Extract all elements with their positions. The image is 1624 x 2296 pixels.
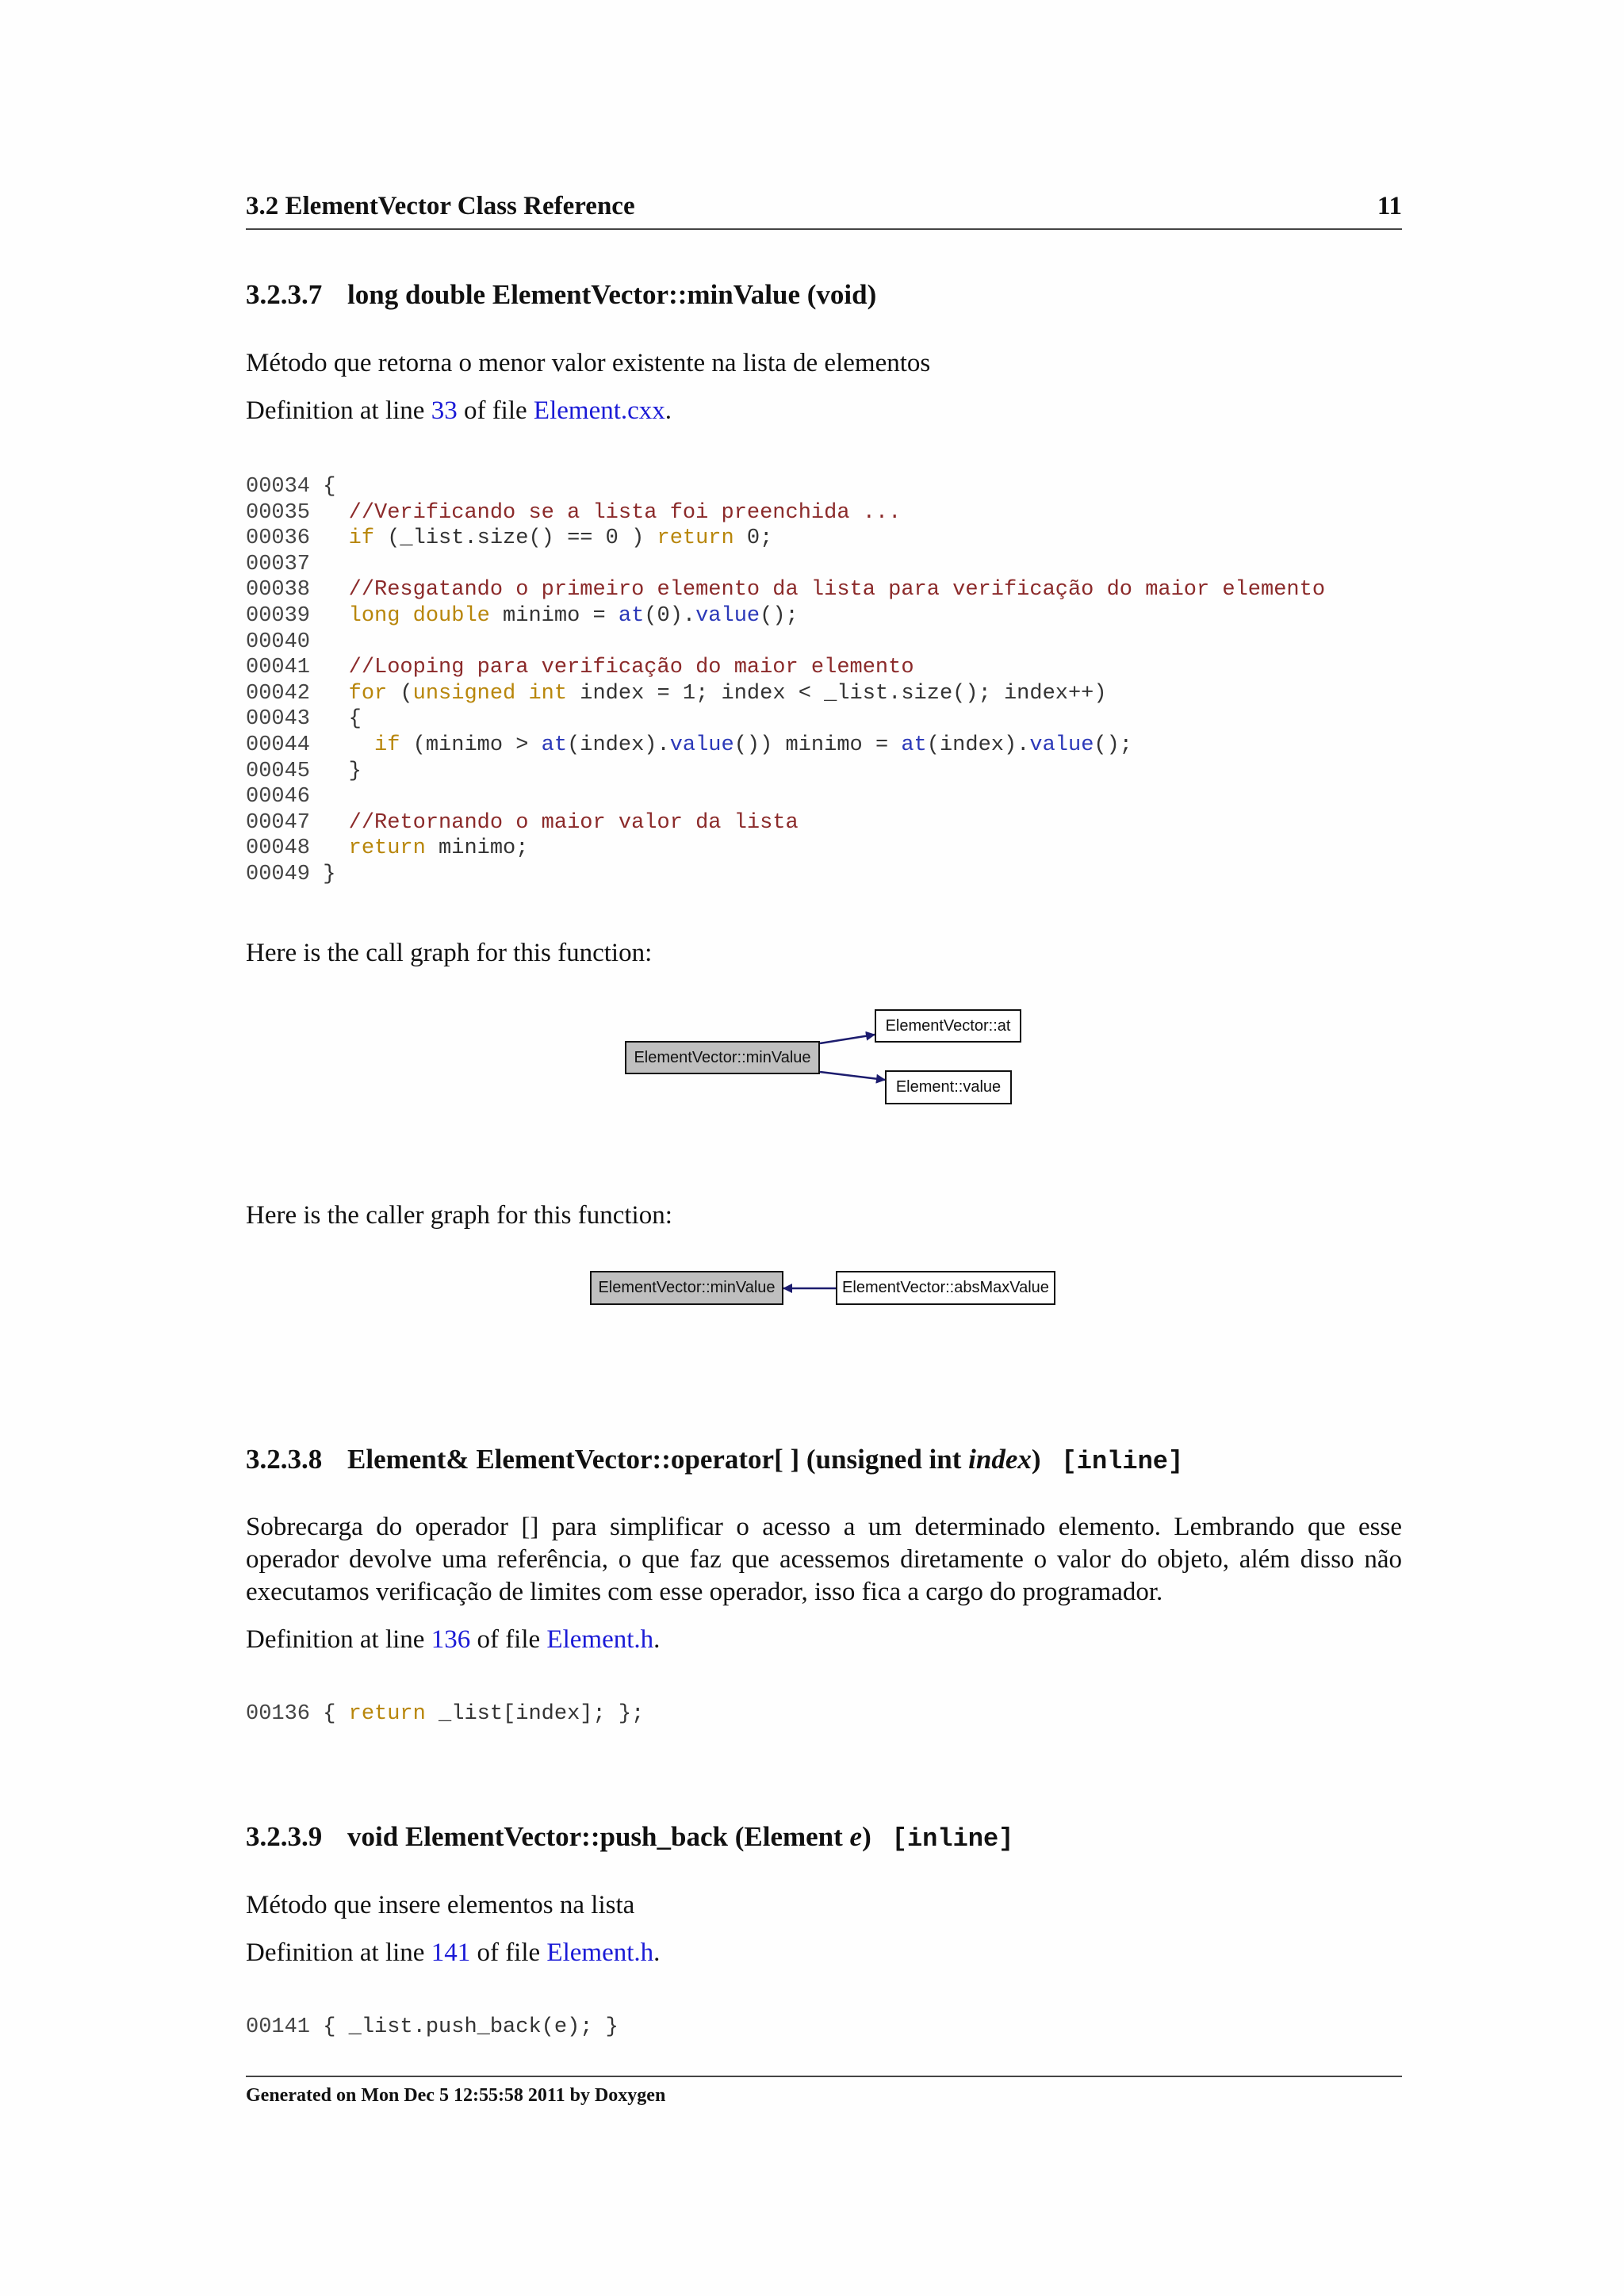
line-number: 00049 bbox=[246, 862, 311, 886]
code-line: { bbox=[348, 707, 362, 732]
definition-suffix: . bbox=[653, 1625, 661, 1654]
definition-prefix: Definition at line bbox=[246, 396, 425, 425]
line-number: 00046 bbox=[246, 785, 311, 809]
section-number: 3.2.3.7 bbox=[246, 279, 323, 310]
code-line: //Looping para verificação do maior elemento bbox=[348, 656, 914, 680]
header-title: 3.2 ElementVector Class Reference bbox=[246, 192, 635, 220]
section-title-pre: void ElementVector::push_back (Element bbox=[347, 1821, 843, 1852]
section-title-param: index bbox=[968, 1444, 1032, 1475]
definition-prefix: Definition at line bbox=[246, 1625, 425, 1654]
code-line: //Resgatando o primeiro elemento da lista para verificação do maior elemento bbox=[348, 578, 1326, 603]
push-back-definition bbox=[246, 1937, 1402, 1969]
line-number: 00043 bbox=[246, 707, 311, 732]
caller-node-minvalue: ElementVector::minValue bbox=[590, 1271, 783, 1305]
code-line: return minimo; bbox=[348, 836, 529, 861]
graph-node-minvalue: ElementVector::minValue bbox=[625, 1041, 820, 1074]
definition-mid: of file bbox=[477, 1938, 541, 1967]
code-line: long double minimo = at(0).value(); bbox=[348, 603, 799, 628]
section-title: long double ElementVector::minValue (void) bbox=[347, 279, 877, 310]
line-link-141[interactable]: 141 bbox=[431, 1938, 471, 1967]
code-block-operator bbox=[246, 1701, 1419, 1728]
graph-node-at[interactable]: ElementVector::at bbox=[875, 1009, 1021, 1043]
line-number: 00038 bbox=[246, 578, 311, 603]
operator-description: Sobrecarga do operador [] para simplificar o acesso a um determinado elemento. Lembrando que esse operador devolve uma referência, o que faz que acessemos diretamente o valor do objeto, além disso não executamos verificação de limites com esse operador, isso fica a cargo do programador. bbox=[246, 1513, 1402, 1606]
line-number: 00036 bbox=[246, 526, 311, 551]
code-line: { _list.push_back(e); } bbox=[323, 2015, 619, 2039]
line-number: 00136 bbox=[246, 1702, 311, 1726]
section-title-post: ) bbox=[862, 1821, 871, 1852]
code-line: //Retornando o maior valor da lista bbox=[348, 810, 799, 835]
file-link-element-cxx[interactable]: Element.cxx bbox=[533, 396, 665, 425]
graph-node-value[interactable]: Element::value bbox=[885, 1070, 1012, 1104]
line-link-136[interactable]: 136 bbox=[431, 1625, 471, 1654]
code-line: { return _list[index]; }; bbox=[323, 1702, 645, 1726]
line-number: 00141 bbox=[246, 2015, 311, 2039]
call-graph-label: Here is the call graph for this function: bbox=[246, 939, 653, 967]
caller-graph-label: Here is the caller graph for this function: bbox=[246, 1201, 672, 1230]
definition-prefix: Definition at line bbox=[246, 1938, 425, 1967]
line-number: 00045 bbox=[246, 759, 311, 783]
code-line: //Verificando se a lista foi preenchida ... bbox=[348, 500, 902, 525]
line-number: 00034 bbox=[246, 475, 311, 499]
line-number: 00039 bbox=[246, 603, 311, 628]
line-number: 00048 bbox=[246, 836, 311, 861]
line-link-33[interactable]: 33 bbox=[431, 396, 458, 425]
section-number: 3.2.3.8 bbox=[246, 1444, 323, 1475]
code-line: } bbox=[323, 862, 336, 886]
edge-minvalue-to-at bbox=[820, 1035, 875, 1043]
footer-rule bbox=[246, 2076, 1402, 2077]
edge-minvalue-to-value bbox=[820, 1072, 885, 1080]
minvalue-description: Método que retorna o menor valor existente na lista de elementos bbox=[246, 349, 931, 377]
line-number: 00037 bbox=[246, 552, 311, 576]
line-number: 00035 bbox=[246, 500, 311, 525]
section-title-param: e bbox=[849, 1821, 863, 1852]
code-line: for (unsigned int index = 1; index < _list.size(); index++) bbox=[348, 681, 1107, 706]
definition-suffix: . bbox=[665, 396, 672, 425]
line-number: 00040 bbox=[246, 629, 311, 654]
code-block-push-back bbox=[246, 2015, 1419, 2041]
code-line: { bbox=[323, 475, 336, 499]
line-number: 00044 bbox=[246, 733, 311, 757]
code-line: } bbox=[348, 759, 362, 783]
file-link-element-h[interactable]: Element.h bbox=[546, 1938, 654, 1967]
section-title-post: ) bbox=[1031, 1444, 1041, 1475]
footer: Generated on Mon Dec 5 12:55:58 2011 by Doxygen bbox=[246, 2085, 666, 2106]
operator-definition bbox=[246, 1624, 1402, 1656]
line-number: 00042 bbox=[246, 681, 311, 706]
line-number: 00047 bbox=[246, 810, 311, 835]
definition-mid: of file bbox=[463, 396, 527, 425]
definition-mid: of file bbox=[477, 1625, 541, 1654]
caller-node-absmaxvalue[interactable]: ElementVector::absMaxValue bbox=[836, 1271, 1055, 1305]
line-number: 00041 bbox=[246, 656, 311, 680]
section-number: 3.2.3.9 bbox=[246, 1821, 323, 1852]
section-heading-operator bbox=[246, 1444, 1183, 1476]
page-number: 11 bbox=[1377, 192, 1402, 220]
code-line: if (minimo > at(index).value()) minimo = at(index).value(); bbox=[374, 733, 1133, 757]
section-heading-push-back bbox=[246, 1821, 1013, 1854]
section-title-pre: Element& ElementVector::operator[ ] (unsigned int bbox=[347, 1444, 962, 1475]
definition-suffix: . bbox=[653, 1938, 661, 1967]
inline-tag: [inline] bbox=[1061, 1447, 1184, 1476]
file-link-element-h[interactable]: Element.h bbox=[546, 1625, 654, 1654]
push-back-description: Método que insere elementos na lista bbox=[246, 1891, 635, 1919]
code-line: if (_list.size() == 0 ) return 0; bbox=[348, 526, 773, 551]
inline-tag: [inline] bbox=[891, 1824, 1014, 1854]
